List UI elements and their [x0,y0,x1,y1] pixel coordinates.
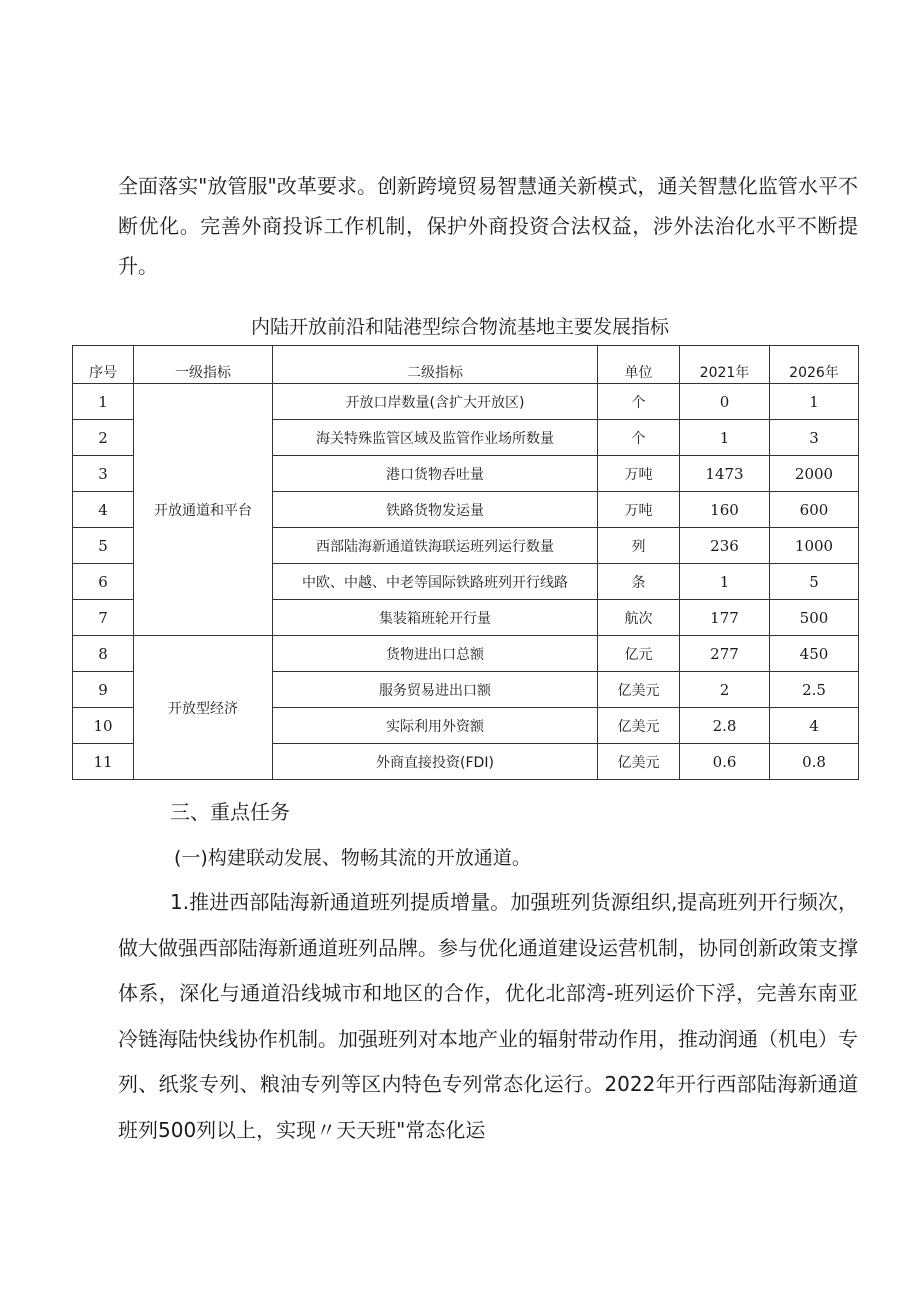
value-2026: 450 [770,636,859,672]
header-cell: 单位 [598,346,680,384]
indicator-name: 铁路货物发运量 [273,492,598,528]
unit-cell: 条 [598,564,680,600]
indicator-name: 开放口岸数量(含扩大开放区) [273,384,598,420]
row-number: 11 [73,744,134,780]
indicator-name: 货物进出口总额 [273,636,598,672]
value-2021: 0.6 [680,744,770,780]
indicator-name: 海关特殊监管区域及监管作业场所数量 [273,420,598,456]
row-number: 8 [73,636,134,672]
table-header-row [73,346,859,384]
value-2026: 600 [770,492,859,528]
row-number: 9 [73,672,134,708]
value-2026: 2000 [770,456,859,492]
value-2021: 2.8 [680,708,770,744]
unit-cell: 列 [598,528,680,564]
value-2021: 1 [680,420,770,456]
row-number: 4 [73,492,134,528]
indicator-name: 西部陆海新通道铁海联运班列运行数量 [273,528,598,564]
unit-cell: 个 [598,384,680,420]
unit-cell: 万吨 [598,492,680,528]
row-number: 2 [73,420,134,456]
body-paragraph [118,880,858,1154]
indicator-name: 服务贸易进出口额 [273,672,598,708]
value-2021: 2 [680,672,770,708]
table-title: 内陆开放前沿和陆港型综合物流基地主要发展指标 [250,316,669,338]
intro-paragraph: 全面落实"放管服"改革要求。创新跨境贸易智慧通关新模式，通关智慧化监管水平不断优化。完善外商投诉工作机制，保护外商投资合法权益，涉外法治化水平不断提升。 [118,174,858,278]
subsection-heading: (一)构建联动发展、物畅其流的开放通道。 [174,847,531,869]
group-label-channel: 开放通道和平台 [134,384,273,636]
value-2026: 5 [770,564,859,600]
unit-cell: 亿美元 [598,744,680,780]
table-row [73,384,859,420]
header-cell: 一级指标 [134,346,273,384]
indicator-name: 港口货物吞吐量 [273,456,598,492]
row-number: 1 [73,384,134,420]
header-cell: 2021年 [680,346,770,384]
header-cell: 2026年 [770,346,859,384]
value-2026: 4 [770,708,859,744]
value-2026: 500 [770,600,859,636]
value-2026: 2.5 [770,672,859,708]
indicator-table [72,345,859,780]
value-2021: 1 [680,564,770,600]
header-cell: 序号 [73,346,134,384]
row-number: 7 [73,600,134,636]
unit-cell: 万吨 [598,456,680,492]
row-number: 6 [73,564,134,600]
unit-cell: 亿美元 [598,708,680,744]
value-2026: 3 [770,420,859,456]
section-heading: 三、重点任务 [170,800,290,824]
unit-cell: 亿元 [598,636,680,672]
value-2021: 160 [680,492,770,528]
value-2026: 1 [770,384,859,420]
unit-cell: 航次 [598,600,680,636]
value-2021: 236 [680,528,770,564]
value-2026: 0.8 [770,744,859,780]
value-2021: 177 [680,600,770,636]
value-2026: 1000 [770,528,859,564]
indicator-name: 外商直接投资(FDI) [273,744,598,780]
row-number: 10 [73,708,134,744]
indicator-name: 实际利用外资额 [273,708,598,744]
unit-cell: 个 [598,420,680,456]
row-number: 5 [73,528,134,564]
value-2021: 1473 [680,456,770,492]
row-number: 3 [73,456,134,492]
unit-cell: 亿美元 [598,672,680,708]
group-label-economy: 开放型经济 [134,636,273,780]
value-2021: 0 [680,384,770,420]
indicator-name: 中欧、中越、中老等国际铁路班列开行线路 [273,564,598,600]
header-cell: 二级指标 [273,346,598,384]
indicator-name: 集装箱班轮开行量 [273,600,598,636]
value-2021: 277 [680,636,770,672]
table-row [73,636,859,672]
body-paragraph-text: 1.推进西部陆海新通道班列提质增量。加强班列货源组织,提高班列开行频次，做大做强西部陆海新通道班列品牌。参与优化通道建设运营机制，协同创新政策支撑体系，深化与通道沿线城市和地区的合作，优化北部湾-班列运价下浮，完善东南亚冷链海陆快线协作机制。加强班列对本地产业的辐射带动作用，推动润通（机电）专列、纸浆专列、粮油专列等区内特色专列常态化运行。2022年开行西部陆海新通道班列500列以上，实现〃天天班"常态化运 [118,890,858,1142]
